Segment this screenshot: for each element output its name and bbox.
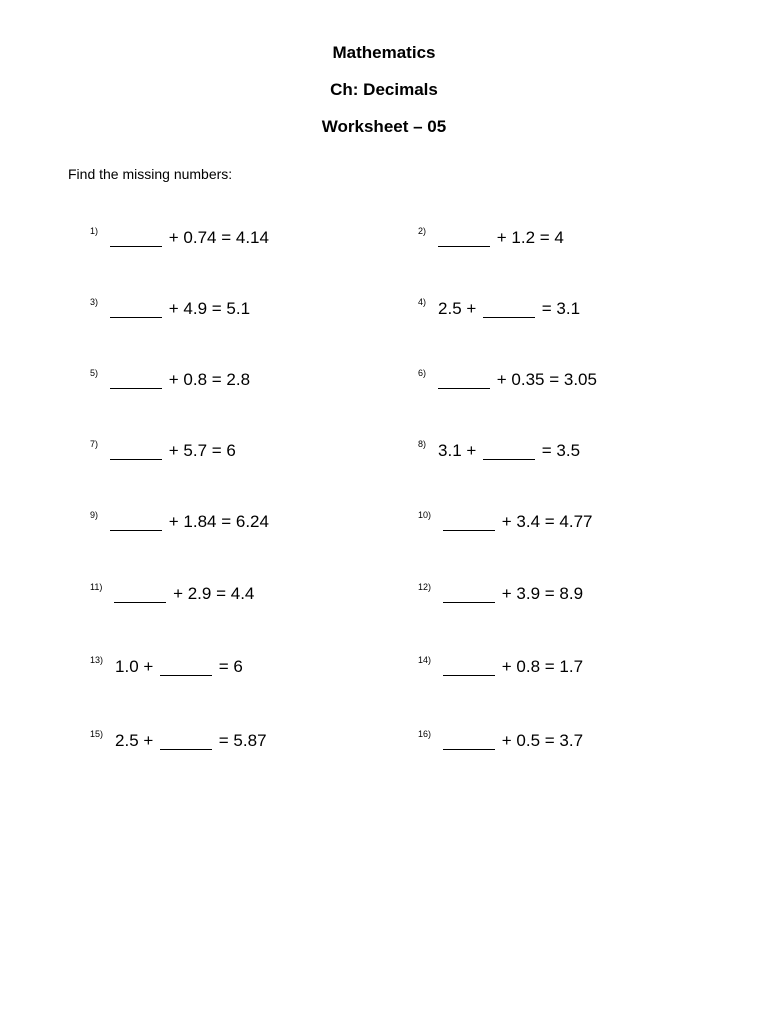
problem-number: 13) — [90, 655, 104, 665]
problem-number: 2) — [418, 226, 427, 236]
problem-number: 7) — [90, 439, 99, 449]
problem-item — [90, 367, 250, 391]
worksheet-title: Worksheet – 05 — [321, 117, 447, 136]
problem-item — [418, 509, 593, 533]
answer-blank — [110, 299, 162, 318]
problem-item — [90, 581, 254, 605]
expression-after: + 5.7 = 6 — [168, 441, 236, 460]
problem-item — [90, 654, 243, 678]
answer-blank — [483, 441, 535, 460]
instructions-text: Find the missing numbers: — [68, 166, 233, 182]
answer-blank — [438, 370, 490, 389]
expression-after: = 5.87 — [218, 731, 267, 750]
problem-number: 9) — [90, 510, 99, 520]
answer-blank — [443, 584, 495, 603]
problem-number: 3) — [90, 297, 99, 307]
expression-after: + 1.84 = 6.24 — [168, 512, 269, 531]
answer-blank — [160, 731, 212, 750]
problem-number: 8) — [418, 439, 427, 449]
problem-item — [418, 438, 580, 462]
expression-after: + 3.9 = 8.9 — [501, 584, 584, 603]
expression-after: = 3.1 — [541, 299, 581, 318]
problem-item — [418, 296, 580, 320]
problem-item — [418, 654, 583, 678]
problem-number: 5) — [90, 368, 99, 378]
problem-number: 4) — [418, 297, 427, 307]
answer-blank — [438, 228, 490, 247]
problem-number: 15) — [90, 729, 104, 739]
answer-blank — [114, 584, 166, 603]
problem-item — [418, 581, 583, 605]
expression-after: + 0.5 = 3.7 — [501, 731, 584, 750]
expression-before: 2.5 + — [115, 731, 154, 750]
expression-after: + 1.2 = 4 — [496, 228, 564, 247]
answer-blank — [110, 441, 162, 460]
answer-blank — [443, 657, 495, 676]
problem-item — [90, 438, 236, 462]
problem-number: 1) — [90, 226, 99, 236]
expression-after: + 2.9 = 4.4 — [173, 584, 255, 603]
expression-after: = 3.5 — [541, 441, 581, 460]
expression-after: + 3.4 = 4.77 — [501, 512, 593, 531]
problem-number: 16) — [418, 729, 432, 739]
answer-blank — [110, 370, 162, 389]
problem-number: 6) — [418, 368, 427, 378]
expression-after: + 0.8 = 2.8 — [168, 370, 251, 389]
problem-number: 10) — [418, 510, 432, 520]
expression-after: + 0.8 = 1.7 — [501, 657, 584, 676]
expression-before: 2.5 + — [438, 299, 477, 318]
answer-blank — [110, 228, 162, 247]
subject-title: Mathematics — [332, 43, 436, 62]
answer-blank — [110, 512, 162, 531]
problem-item — [418, 728, 583, 752]
answer-blank — [160, 657, 212, 676]
chapter-title: Ch: Decimals — [330, 80, 438, 99]
answer-blank — [483, 299, 535, 318]
expression-after: + 0.35 = 3.05 — [496, 370, 597, 389]
problem-number: 11) — [90, 582, 103, 592]
expression-before: 3.1 + — [438, 441, 477, 460]
problem-item — [418, 367, 597, 391]
problem-item — [90, 728, 267, 752]
expression-before: 1.0 + — [115, 657, 154, 676]
problem-item — [90, 225, 269, 249]
answer-blank — [443, 512, 495, 531]
answer-blank — [443, 731, 495, 750]
expression-after: + 4.9 = 5.1 — [168, 299, 251, 318]
problem-item — [90, 509, 269, 533]
expression-after: = 6 — [218, 657, 243, 676]
expression-after: + 0.74 = 4.14 — [168, 228, 269, 247]
problem-number: 14) — [418, 655, 432, 665]
problem-item — [90, 296, 250, 320]
problem-number: 12) — [418, 582, 432, 592]
problem-item — [418, 225, 564, 249]
